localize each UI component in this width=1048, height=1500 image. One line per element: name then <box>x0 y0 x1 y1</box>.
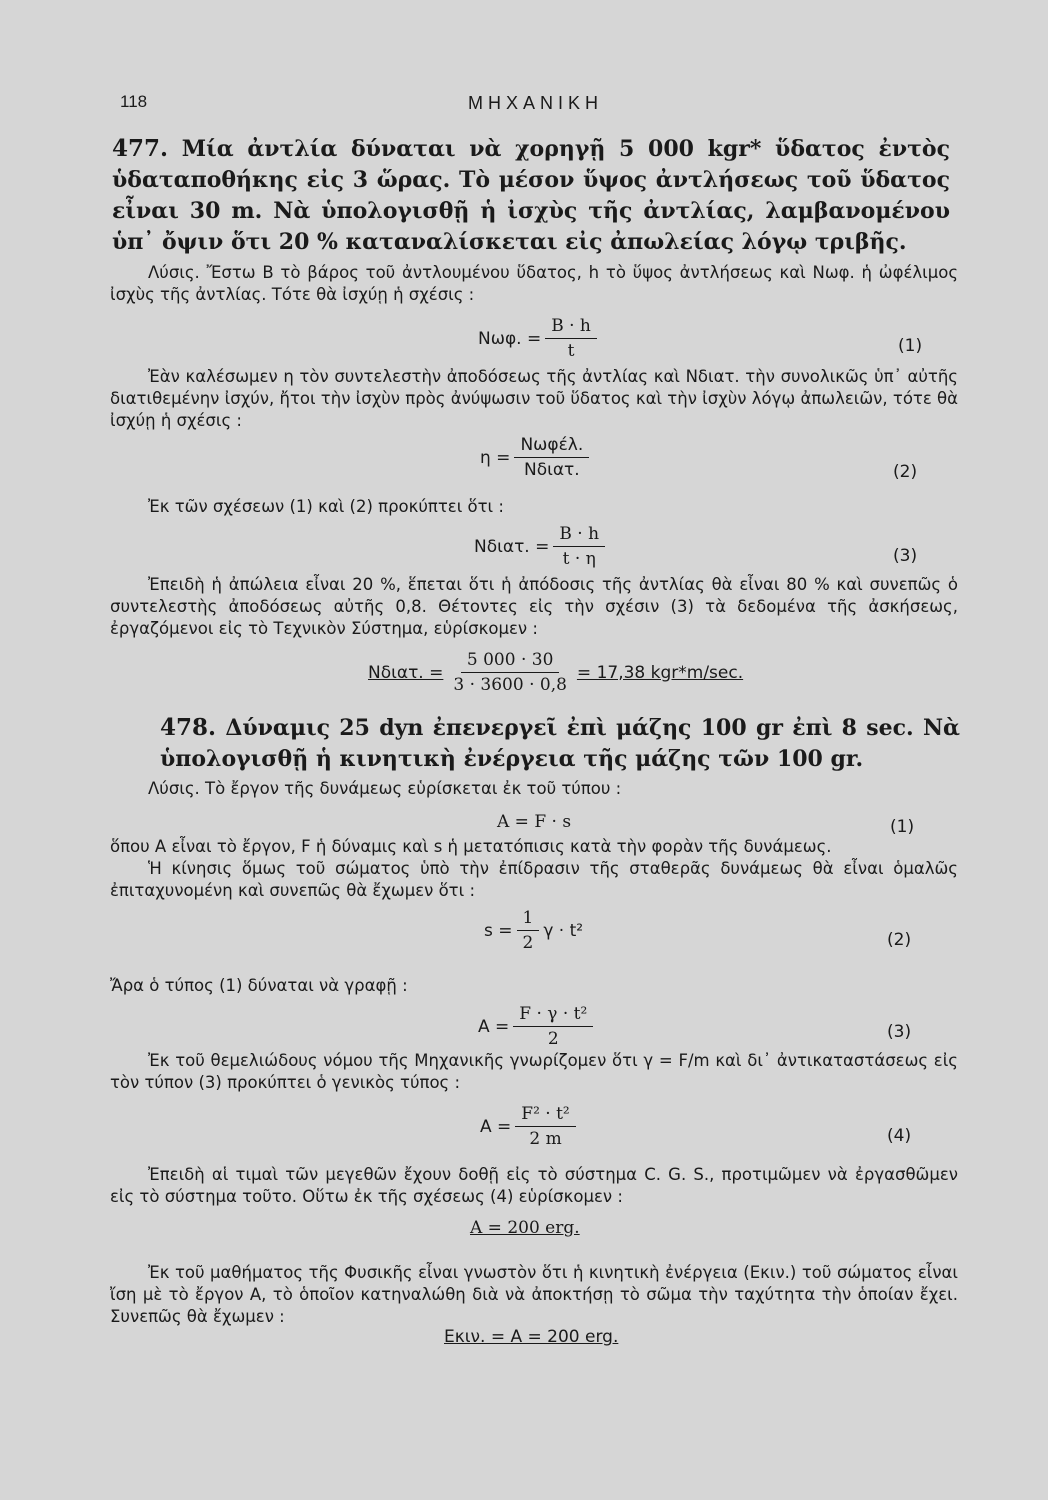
problem-478-eq2-tag: (2) <box>887 930 912 950</box>
problem-477-eq3-tag: (3) <box>893 546 918 566</box>
problem-478-paragraph-3: Ἡ κίνησις ὅμως τοῦ σώματος ὑπὸ τὴν ἐπίδρασιν τῆς σταθερᾶς δυνάμεως θὰ εἶναι ὁμαλῶς ἐπιταχυνομένη καὶ συνεπῶς θὰ ἔχωμεν ὅτι : <box>110 859 958 900</box>
problem-478-number: 478. <box>160 714 217 741</box>
problem-477-eq2-tag: (2) <box>893 462 918 482</box>
problem-478-statement <box>160 712 960 775</box>
problem-478-paragraph-7: Ἐκ τοῦ μαθήματος τῆς Φυσικῆς εἶναι γνωστὸν ὅτι ἡ κινητικὴ ἐνέργεια (Eκιν.) τοῦ σώματος εἶναι ἴση μὲ τὸ ἔργον A, τὸ ὁποῖον κατηναλώθη διὰ νὰ ἀποκτήσῃ τὸ σῶμα τὴν ταχύτητα τὴν ὁποίαν ἔχει. Συνεπῶς θὰ ἔχωμεν : <box>110 1263 958 1326</box>
problem-478-paragraph-5: Ἐκ τοῦ θεμελιώδους νόμου τῆς Μηχανικῆς γνωρίζομεν ὅτι γ = F/m καὶ δι᾽ ἀντικαταστάσεως εἰς τὸν τύπον (3) προκύπτει ὁ γενικὸς τύπος : <box>110 1051 958 1092</box>
problem-477-paragraph-4: Ἐπειδὴ ἡ ἀπώλεια εἶναι 20 %, ἕπεται ὅτι ἡ ἀπόδοσις τῆς ἀντλίας θὰ εἶναι 80 % καὶ συνεπῶς ὁ συντελεστὴς ἀποδόσεως αὐτῆς 0,8. Θέτοντες εἰς τὴν σχέσιν (3) τὰ δεδομένα τῆς ἀσκήσεως, ἐργαζόμενοι εἰς τὸ Τεχνικὸν Σύστημα, εὑρίσκομεν : <box>110 575 958 638</box>
problem-478-paragraph-6: Ἐπειδὴ αἱ τιμαὶ τῶν μεγεθῶν ἔχουν δοθῇ εἰς τὸ σύστημα C. G. S., προτιμῶμεν νὰ ἐργασθῶμεν εἰς τὸ σύστημα τοῦτο. Οὕτω ἐκ τῆς σχέσεως (4) εὑρίσκομεν : <box>110 1165 958 1206</box>
problem-478-eq3-tag: (3) <box>887 1022 912 1042</box>
problem-478-equation-2: s = $\frac{1}{2}$ γ · t² <box>484 908 584 953</box>
problem-478-equation-3: A = $\frac{\text{F · γ · t²}}{2}$ <box>478 1004 597 1049</box>
problem-478-eq1-tag: (1) <box>890 817 915 837</box>
problem-478-equation-1: A = F · s <box>497 812 572 832</box>
page-number: 118 <box>120 92 148 111</box>
problem-477-statement <box>112 133 950 258</box>
problem-478-result-kinetic-energy: Eκιν. = A = 200 erg. <box>444 1327 619 1347</box>
problem-478-equation-4: A = $\frac{\text{F² · t²}}{2 m}$ <box>480 1104 580 1149</box>
problem-477-paragraph-2: Ἐὰν καλέσωμεν η τὸν συντελεστὴν ἀποδόσεως τῆς ἀντλίας καὶ Nδιατ. τὴν συνολικῶς ὑπ᾽ αὐτῆς διατιθεμένην ἰσχύν, ἤτοι τὴν ἰσχὺν πρὸς ἀνύψωσιν τοῦ ὕδατος καὶ τὴν ἰσχὺν λόγῳ ἀπωλειῶν, τότε θὰ ἰσχύῃ ἡ σχέσις : <box>110 367 958 430</box>
problem-478-text: Δύναμις 25 dyn ἐπενεργεῖ ἐπὶ μάζης 100 gr ἐπὶ 8 sec. Νὰ ὑπολογισθῇ ἡ κινητικὴ ἐνέργεια τῆς μάζης τῶν 100 gr. <box>160 715 960 772</box>
problem-477-text: Μία ἀντλία δύναται νὰ χορηγῇ 5 000 kgr* ὕδατος ἐντὸς ὑδαταποθήκης εἰς 3 ὥρας. Τὸ μέσον ὕψος ἀντλήσεως τοῦ ὕδατος εἶναι 30 m. Νὰ ὑπολογισθῇ ἡ ἰσχὺς τῆς ἀντλίας, λαμβανομένου ὑπ᾽ ὄψιν ὅτι 20 % καταναλίσκεται εἰς ἀπωλείας λόγῳ τριβῆς. <box>112 136 950 255</box>
problem-478-paragraph-4: Ἄρα ὁ τύπος (1) δύναται νὰ γραφῇ : <box>110 976 408 995</box>
problem-477-final-result: = 17,38 kgr*m/sec. <box>576 662 744 683</box>
problem-478-result-work: A = 200 erg. <box>470 1218 580 1238</box>
problem-478-paragraph-2: ὅπου A εἶναι τὸ ἔργον, F ἡ δύναμις καὶ s ἡ μετατόπισις κατὰ τὴν φορὰν τῆς δυνάμεως. <box>110 837 832 856</box>
problem-477-equation-3: Nδιατ. = $\frac{B \cdot h}{t \cdot \eta}$ <box>474 524 609 569</box>
problem-477-equation-4: Nδιατ. = $\frac{5 000 \cdot 30}{3 \cdot 3600 \cdot 0,8}$ = 17,38 kgr*m/sec. <box>368 650 744 695</box>
problem-477-paragraph-3: Ἐκ τῶν σχέσεων (1) καὶ (2) προκύπτει ὅτι : <box>148 497 504 516</box>
problem-477-eq1-tag: (1) <box>898 336 923 356</box>
problem-477-equation-2: η = $\frac{\text{Nωφέλ.}}{\text{Nδιατ.}}$ <box>480 435 593 480</box>
problem-477-equation-1: Nωφ. = $\frac{B \cdot h}{t}$ <box>478 316 601 361</box>
running-title: ΜΗΧΑΝΙΚΗ <box>468 93 604 113</box>
problem-478-eq4-tag: (4) <box>887 1126 912 1146</box>
problem-477-number: 477. <box>112 135 169 162</box>
problem-477-solution-intro: Λύσις. Ἔστω B τὸ βάρος τοῦ ἀντλουμένου ὕδατος, h τὸ ὕψος ἀντλήσεως καὶ Nωφ. ἡ ὠφέλιμος ἰσχὺς τῆς ἀντλίας. Τότε θὰ ἰσχύῃ ἡ σχέσις : <box>110 263 958 304</box>
problem-478-solution-intro: Λύσις. Τὸ ἔργον τῆς δυνάμεως εὑρίσκεται ἐκ τοῦ τύπου : <box>148 779 622 798</box>
